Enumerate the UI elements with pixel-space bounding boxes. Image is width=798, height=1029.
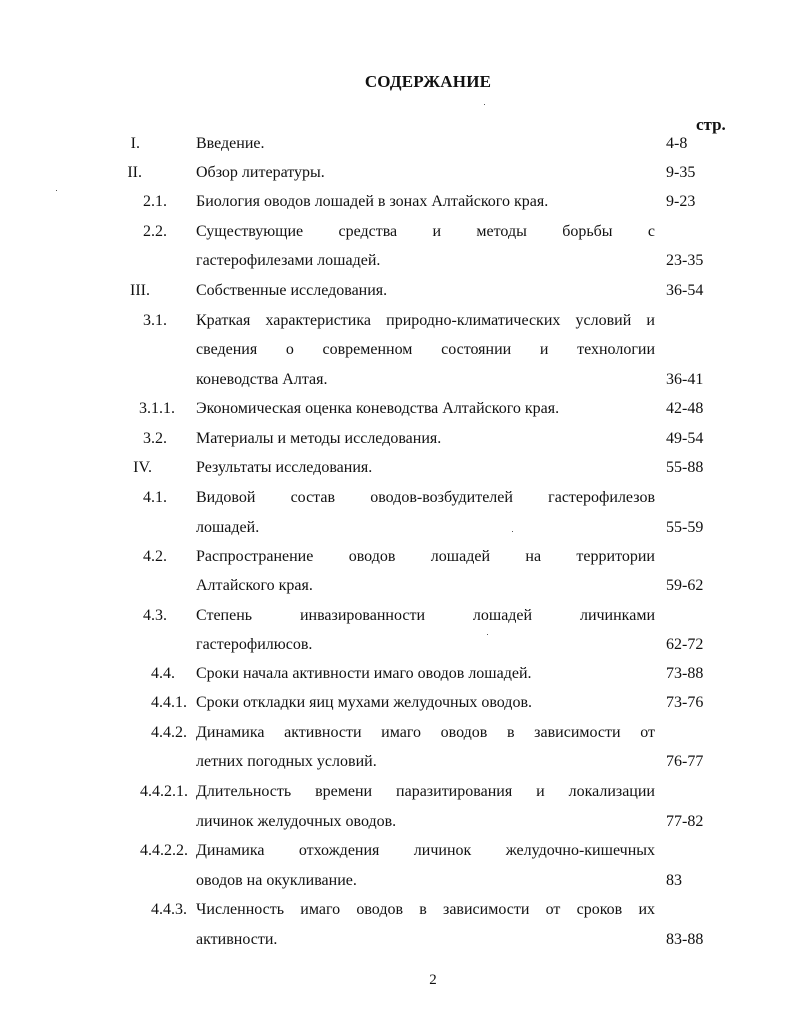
toc-entry-page-range: 55-59 (666, 519, 704, 536)
toc-entry-title: лошадей. (196, 519, 260, 536)
toc-entry (0, 545, 798, 569)
toc-entry (0, 456, 798, 480)
toc-entry-number: IV. (133, 459, 152, 476)
toc-entry-page-range: 36-41 (666, 371, 704, 388)
toc-entry-number: 4.4.3. (151, 901, 187, 918)
toc-entry-title: Распространение оводов лошадей на территории (196, 548, 655, 565)
toc-entry-number: 4.1. (143, 489, 167, 506)
toc-entry (0, 898, 798, 922)
toc-entry-page-range: 9-23 (666, 193, 696, 210)
toc-entry-title: активности. (196, 931, 278, 948)
toc-entry-title: летних погодных условий. (196, 753, 377, 770)
toc-entry-title: гастерофилезами лошадей. (196, 252, 381, 269)
toc-entry-number: III. (130, 282, 150, 299)
page-title: СОДЕРЖАНИЕ (364, 72, 492, 91)
toc-entry-number: II. (127, 164, 142, 181)
toc-entry (0, 662, 798, 686)
toc-entry-page-range: 9-35 (666, 164, 696, 181)
toc-entry-title: Введение. (196, 135, 265, 152)
toc-entry (0, 368, 798, 392)
toc-entry-page-range: 83-88 (666, 931, 704, 948)
toc-entry-number: 4.2. (143, 548, 167, 565)
scan-speck (512, 531, 513, 532)
toc-entry-title: Численность имаго оводов в зависимости от сроков их (196, 901, 655, 918)
toc-entry (0, 190, 798, 214)
toc-entry-number: 4.4. (151, 665, 175, 682)
toc-entry-page-range: 4-8 (666, 135, 688, 152)
page-number: 2 (429, 972, 437, 988)
toc-entry-title: коневодства Алтая. (196, 371, 328, 388)
toc-entry (0, 691, 798, 715)
toc-entry-number: 2.2. (143, 223, 167, 240)
toc-entry (0, 633, 798, 657)
toc-entry-number: 4.4.2.2. (140, 842, 188, 859)
toc-entry-title: Динамика активности имаго оводов в зависимости от (196, 724, 655, 741)
toc-entry-title: гастерофилюсов. (196, 636, 313, 653)
toc-entry (0, 750, 798, 774)
toc-entry (0, 604, 798, 628)
scan-speck (56, 190, 57, 191)
toc-entry-page-range: 62-72 (666, 636, 704, 653)
toc-entry (0, 427, 798, 451)
toc-entry (0, 249, 798, 273)
scan-speck (487, 634, 488, 635)
toc-entry (0, 810, 798, 834)
toc-entry-title: Материалы и методы исследования. (196, 430, 442, 447)
toc-entry-title: личинок желудочных оводов. (196, 813, 397, 830)
page-column-label: стр. (696, 115, 726, 134)
toc-entry (0, 309, 798, 333)
toc-entry (0, 869, 798, 893)
toc-entry (0, 780, 798, 804)
toc-entry-page-range: 59-62 (666, 577, 704, 594)
toc-entry-page-range: 55-88 (666, 459, 704, 476)
toc-entry (0, 279, 798, 303)
toc-entry (0, 132, 798, 156)
toc-entry (0, 220, 798, 244)
toc-entry-page-range: 83 (666, 872, 682, 889)
toc-entry (0, 338, 798, 362)
toc-entry-number: 3.2. (143, 430, 167, 447)
toc-entry (0, 721, 798, 745)
toc-entry (0, 928, 798, 952)
toc-entry (0, 839, 798, 863)
toc-entry-page-range: 36-54 (666, 282, 704, 299)
toc-entry (0, 161, 798, 185)
toc-entry-number: I. (130, 135, 140, 152)
toc-entry-title: Динамика отхождения личинок желудочно-кишечных (196, 842, 655, 859)
toc-entry-page-range: 42-48 (666, 400, 704, 417)
toc-entry-page-range: 76-77 (666, 753, 704, 770)
toc-entry-number: 3.1. (143, 312, 167, 329)
toc-entry-title: Обзор литературы. (196, 164, 325, 181)
toc-entry-title: Длительность времени паразитирования и локализации (196, 783, 655, 800)
toc-entry (0, 397, 798, 421)
toc-entry (0, 516, 798, 540)
scan-speck (484, 104, 485, 105)
toc-entry (0, 486, 798, 510)
toc-entry-title: Существующие средства и методы борьбы с (196, 223, 655, 240)
toc-entry-title: Сроки начала активности имаго оводов лошадей. (196, 665, 532, 682)
toc-entry-title: Экономическая оценка коневодства Алтайского края. (196, 400, 560, 417)
toc-entry-number: 4.4.2.1. (140, 783, 188, 800)
toc-entry-page-range: 73-76 (666, 694, 704, 711)
toc-entry-page-range: 73-88 (666, 665, 704, 682)
toc-entry-title: оводов на окукливание. (196, 872, 357, 889)
toc-entry-title: сведения о современном состоянии и технологии (196, 341, 655, 358)
toc-entry-number: 4.4.1. (151, 694, 187, 711)
toc-entry-title: Краткая характеристика природно-климатических условий и (196, 312, 655, 329)
toc-entry-number: 4.4.2. (151, 724, 187, 741)
toc-entry (0, 574, 798, 598)
toc-entry-title: Биология оводов лошадей в зонах Алтайского края. (196, 193, 549, 210)
toc-entry-title: Алтайского края. (196, 577, 313, 594)
toc-entry-number: 4.3. (143, 607, 167, 624)
toc-entry-page-range: 77-82 (666, 813, 704, 830)
toc-entry-title: Степень инвазированности лошадей личинками (196, 607, 655, 624)
toc-entry-page-range: 23-35 (666, 252, 704, 269)
toc-entry-title: Сроки откладки яиц мухами желудочных оводов. (196, 694, 532, 711)
toc-entry-title: Видовой состав оводов-возбудителей гастерофилезов (196, 489, 655, 506)
toc-entry-number: 2.1. (143, 193, 167, 210)
toc-entry-title: Результаты исследования. (196, 459, 373, 476)
toc-entry-number: 3.1.1. (139, 400, 175, 417)
toc-entry-page-range: 49-54 (666, 430, 704, 447)
toc-entry-title: Собственные исследования. (196, 282, 388, 299)
